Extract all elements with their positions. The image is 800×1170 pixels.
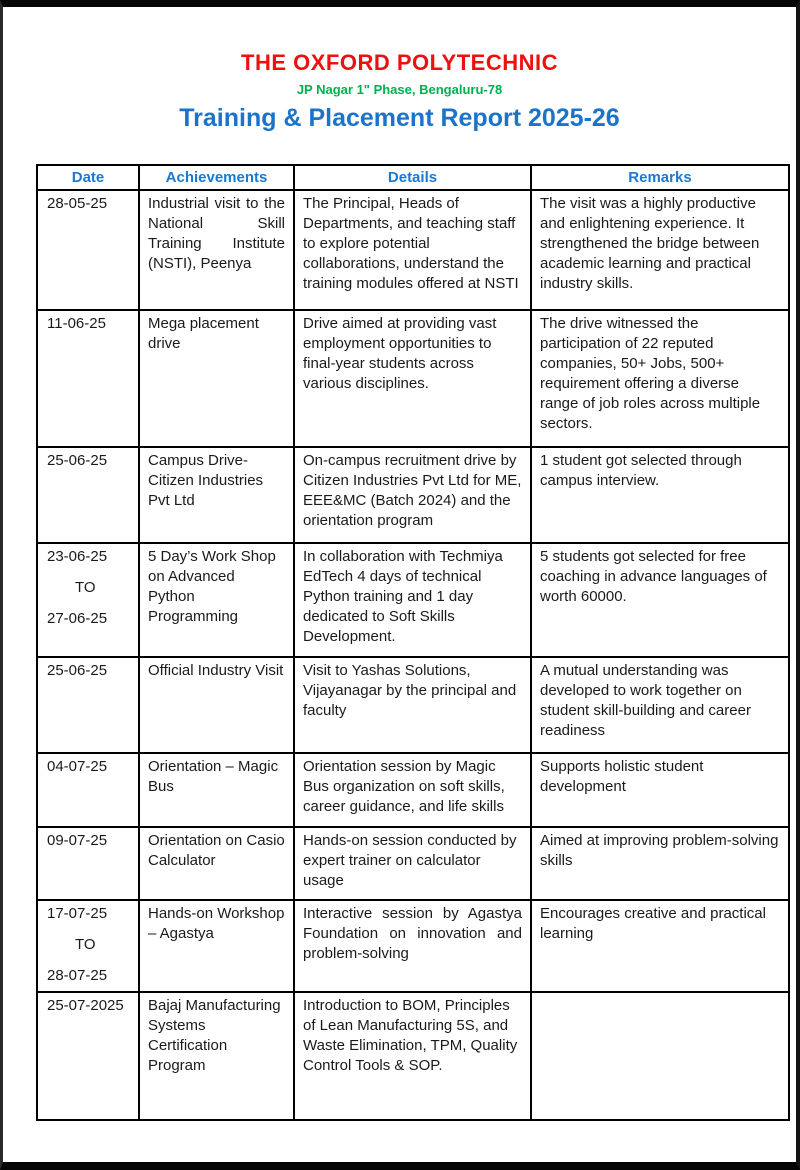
table-row	[37, 190, 789, 310]
details-cell: On-campus recruitment drive by Citizen Industries Pvt Ltd for ME, EEE&MC (Batch 2024) and the orientation program	[294, 447, 531, 543]
table-row	[37, 900, 789, 992]
date-line: 09-07-25	[47, 832, 108, 849]
details-cell: Introduction to BOM, Principles of Lean Manufacturing 5S, and Waste Elimination, TPM, Quality Control Tools & SOP.	[294, 992, 531, 1120]
remarks-cell: The drive witnessed the participation of 22 reputed companies, 50+ Jobs, 500+ requirement offering a diverse range of job roles across multiple sectors.	[531, 310, 789, 447]
table-row	[37, 657, 789, 753]
column-header-remarks: Remarks	[531, 165, 789, 190]
column-header-details: Details	[294, 165, 531, 190]
report-table-body	[37, 190, 789, 1120]
details-cell: Hands-on session conducted by expert trainer on calculator usage	[294, 827, 531, 900]
achievement-cell: Hands-on Workshop – Agastya	[139, 900, 294, 992]
table-row	[37, 992, 789, 1120]
date-line: 23-06-25	[47, 548, 108, 565]
date-line: 28-07-25	[47, 967, 108, 984]
date-line: TO	[75, 936, 96, 953]
column-header-achievements: Achievements	[139, 165, 294, 190]
date-cell	[37, 447, 139, 543]
date-line: 25-06-25	[47, 662, 108, 679]
date-line: 28-05-25	[47, 195, 108, 212]
details-cell: Visit to Yashas Solutions, Vijayanagar by the principal and faculty	[294, 657, 531, 753]
details-cell: Interactive session by Agastya Foundation on innovation and problem-solving	[294, 900, 531, 992]
remarks-cell: 1 student got selected through campus interview.	[531, 447, 789, 543]
remarks-cell	[531, 992, 789, 1120]
column-header-date: Date	[37, 165, 139, 190]
table-row	[37, 447, 789, 543]
achievement-cell: Campus Drive- Citizen Industries Pvt Ltd	[139, 447, 294, 543]
date-line: TO	[75, 579, 96, 596]
report-table-head	[37, 165, 789, 190]
table-row	[37, 310, 789, 447]
institution-name: THE OXFORD POLYTECHNIC	[241, 50, 558, 75]
date-cell	[37, 190, 139, 310]
remarks-cell: 5 students got selected for free coaching in advance languages of worth 60000.	[531, 543, 789, 657]
achievement-cell: Official Industry Visit	[139, 657, 294, 753]
achievement-cell: Mega placement drive	[139, 310, 294, 447]
details-cell: The Principal, Heads of Departments, and teaching staff to explore potential collaborations, understand the training modules offered at NSTI	[294, 190, 531, 310]
date-cell	[37, 992, 139, 1120]
achievement-cell: Orientation on Casio Calculator	[139, 827, 294, 900]
remarks-cell: Supports holistic student development	[531, 753, 789, 827]
date-line: 11-06-25	[47, 315, 106, 332]
table-row	[37, 753, 789, 827]
achievement-cell: Bajaj Manufacturing Systems Certification Program	[139, 992, 294, 1120]
report-title: Training & Placement Report 2025-26	[179, 104, 620, 132]
date-line: 25-07-2025	[47, 997, 124, 1014]
remarks-cell: Aimed at improving problem-solving skills	[531, 827, 789, 900]
date-cell	[37, 543, 139, 657]
date-line: 17-07-25	[47, 905, 108, 922]
details-cell: In collaboration with Techmiya EdTech 4 days of technical Python training and 1 day dedicated to Soft Skills Development.	[294, 543, 531, 657]
date-line: 25-06-25	[47, 452, 108, 469]
date-cell	[37, 657, 139, 753]
date-cell	[37, 827, 139, 900]
date-line: 27-06-25	[47, 610, 108, 627]
date-cell	[37, 310, 139, 447]
document-header	[3, 7, 796, 133]
date-cell	[37, 753, 139, 827]
table-row	[37, 543, 789, 657]
remarks-cell: A mutual understanding was developed to work together on student skill-building and career readiness	[531, 657, 789, 753]
achievement-cell: 5 Day’s Work Shop on Advanced Python Programming	[139, 543, 294, 657]
achievement-cell: Orientation – Magic Bus	[139, 753, 294, 827]
remarks-cell: The visit was a highly productive and enlightening experience. It strengthened the bridge between academic learning and practical industry skills.	[531, 190, 789, 310]
details-cell: Drive aimed at providing vast employment opportunities to final-year students across various disciplines.	[294, 310, 531, 447]
date-cell	[37, 900, 139, 992]
remarks-cell: Encourages creative and practical learning	[531, 900, 789, 992]
achievement-cell: Industrial visit to the National Skill Training Institute (NSTI), Peenya	[139, 190, 294, 310]
report-table	[36, 164, 790, 1121]
date-line: 04-07-25	[47, 758, 108, 775]
table-row	[37, 827, 789, 900]
institution-address: JP Nagar 1" Phase, Bengaluru-78	[296, 82, 503, 97]
header-row	[37, 165, 789, 190]
details-cell: Orientation session by Magic Bus organization on soft skills, career guidance, and life skills	[294, 753, 531, 827]
